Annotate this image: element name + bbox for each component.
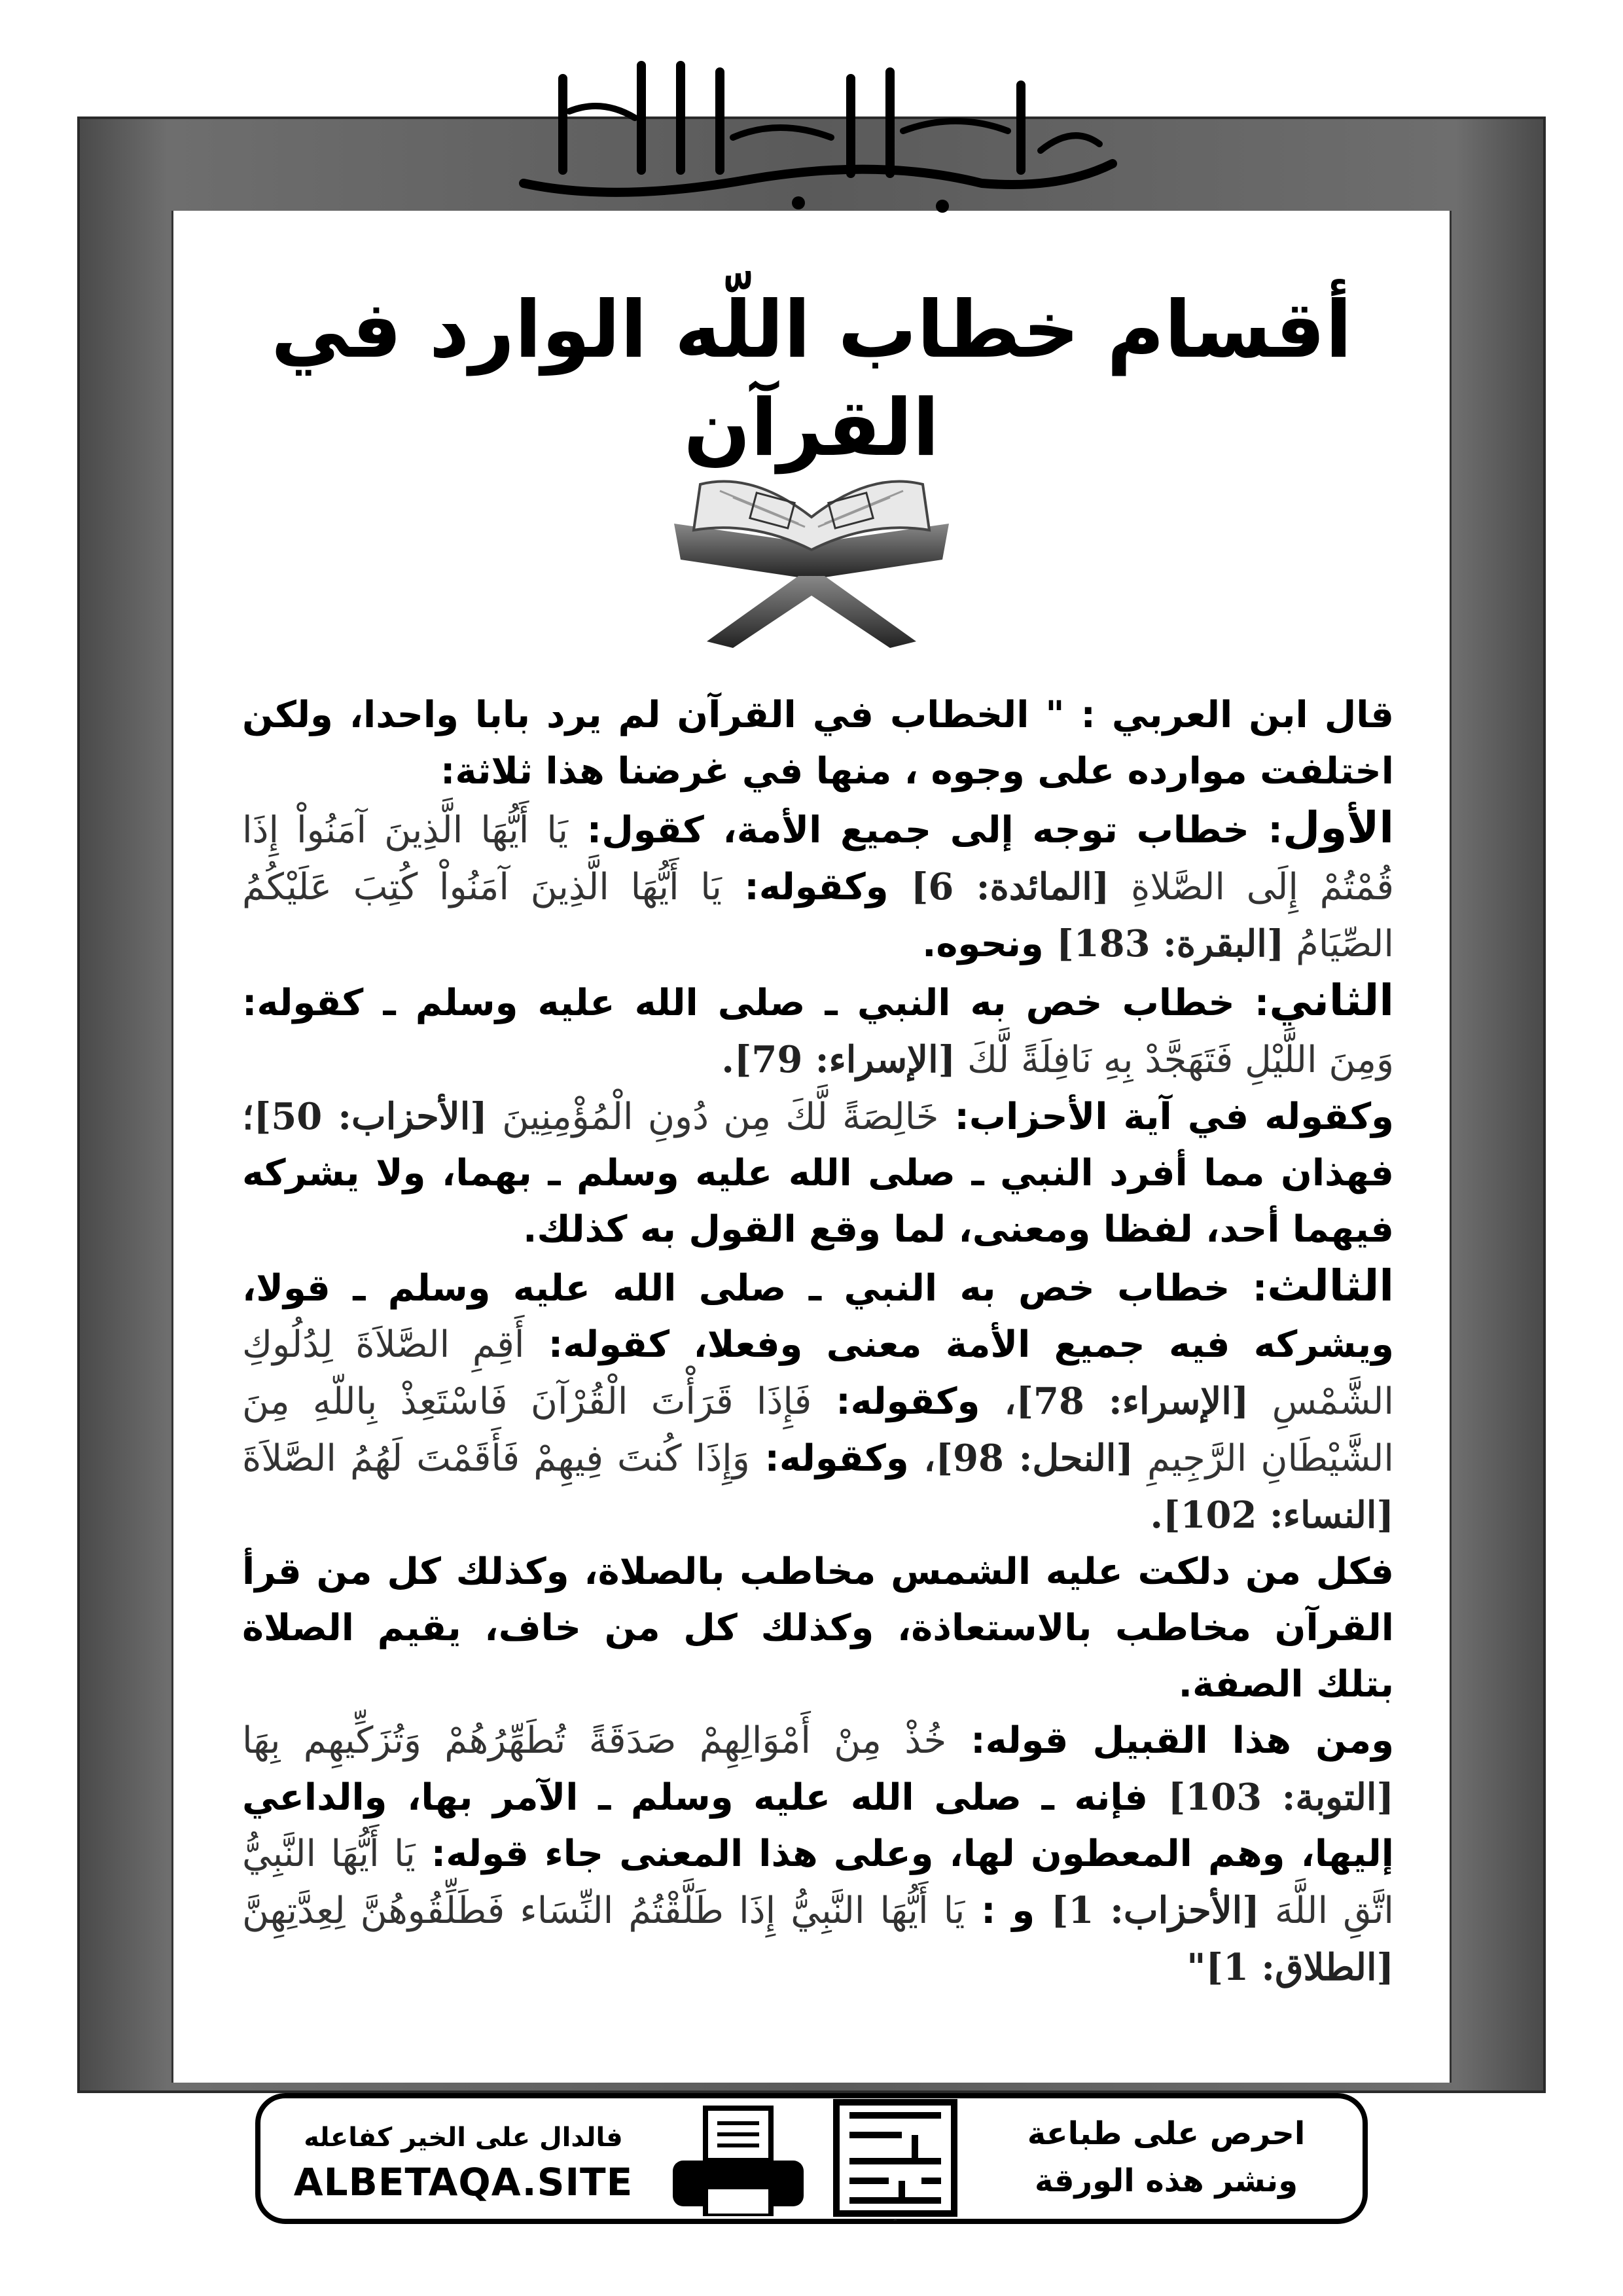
conclusion-paragraph: فكل من دلكت عليه الشمس مخاطب بالصلاة، وكذلك كل من قرأ القرآن مخاطب بالاستعاذة، وكذلك كل من خاف، يقيم الصلاة بتلك الصفة. [242, 1551, 1394, 1706]
second-section-cont: وكقوله في آية الأحزاب: خَالِصَةً لَّكَ مِن دُونِ الْمُؤْمِنِينَ [الأحزاب: 50]؛ فهذان مما أفرد النبي ـ صلى الله عليه وسلم ـ بهما، ولا يشركه فيهما أحد، لفظا ومعنى، لما وقع القول به كذلك. [242, 1095, 1394, 1251]
svg-text:دعوة الورقة: دعوة الورقة [893, 2220, 897, 2221]
article-body [242, 687, 1394, 1996]
page-title: أقسام خطاب اللّه الوارد في القرآن [270, 285, 1353, 474]
footer-tagline: فالدال على الخير كفاعله [304, 2123, 623, 2153]
printer-icon [666, 2105, 810, 2216]
kufic-logo [823, 2089, 967, 2227]
basmala-calligraphy [484, 39, 1139, 223]
intro-paragraph: قال ابن العربي : " الخطاب في القرآن لم يرد بابا واحدا، ولكن اختلفت موارده على وجوه ، منها في غرضنا هذا ثلاثة: [242, 694, 1394, 793]
site-link[interactable]: ALBETAQA.SITE [293, 2160, 633, 2204]
quran-stand-icon [654, 445, 969, 661]
print-reminder: احرص على طباعة ونشر هذه الورقة [1027, 2115, 1306, 2199]
final-paragraph: ومن هذا القبيل قوله: خُذْ مِنْ أَمْوَالِهِمْ صَدَقَةً تُطَهِّرُهُمْ وَتُزَكِّيهِم بِهَا [التوبة: 103] فإنه ـ صلى الله عليه وسلم ـ الآمر بها، والداعي إليها، وهم المعطون لها، وعلى هذا المعنى جاء قوله: يَا أَيُّهَا النَّبِيُّ اتَّقِ اللَّهَ [الأحزاب: 1] و : يَا أَيُّهَا النَّبِيُّ إِذَا طَلَّقْتُمُ النِّسَاء فَطَلِّقُوهُنَّ لِعِدَّتِهِنَّ [الطلاق: 1]" [242, 1719, 1395, 1989]
first-section: الأول: خطاب توجه إلى جميع الأمة، كقول: يَا أَيُّهَا الَّذِينَ آمَنُواْ إِذَا قُمْتُمْ إِلَى الصَّلاةِ [المائدة: 6] وكقوله: يَا أَيُّهَا الَّذِينَ آمَنُواْ كُتِبَ عَلَيْكُمُ الصِّيَامُ [البقرة: 183] ونحوه. [242, 802, 1394, 965]
third-section: الثالث: خطاب خص به النبي ـ صلى الله عليه وسلم ـ قولا، ويشركه فيه جميع الأمة معنى وفعلا، كقوله: أَقِمِ الصَّلاَةَ لِدُلُوكِ الشَّمْسِ [الإسراء: 78]، وكقوله: فَإِذَا قَرَأْتَ الْقُرْآنَ فَاسْتَعِذْ بِاللّهِ مِنَ الشَّيْطَانِ الرَّجِيمِ [النحل: 98]، وكقوله: وَإِذَا كُنتَ فِيهِمْ فَأَقَمْتَ لَهُمُ الصَّلاَةَ [النساء: 102]. [242, 1261, 1394, 1537]
second-section: الثاني: خطاب خص به النبي ـ صلى الله عليه وسلم ـ كقوله: وَمِنَ اللَّيْلِ فَتَهَجَّدْ بِهِ نَافِلَةً لَّكَ [الإسراء: 79]. [242, 975, 1394, 1081]
svg-text:بسم الله الرحمن الرحيم: بسم الله الرحمن الرحيم [808, 216, 815, 217]
footer-banner [255, 2093, 1368, 2224]
site-block [280, 2118, 647, 2207]
